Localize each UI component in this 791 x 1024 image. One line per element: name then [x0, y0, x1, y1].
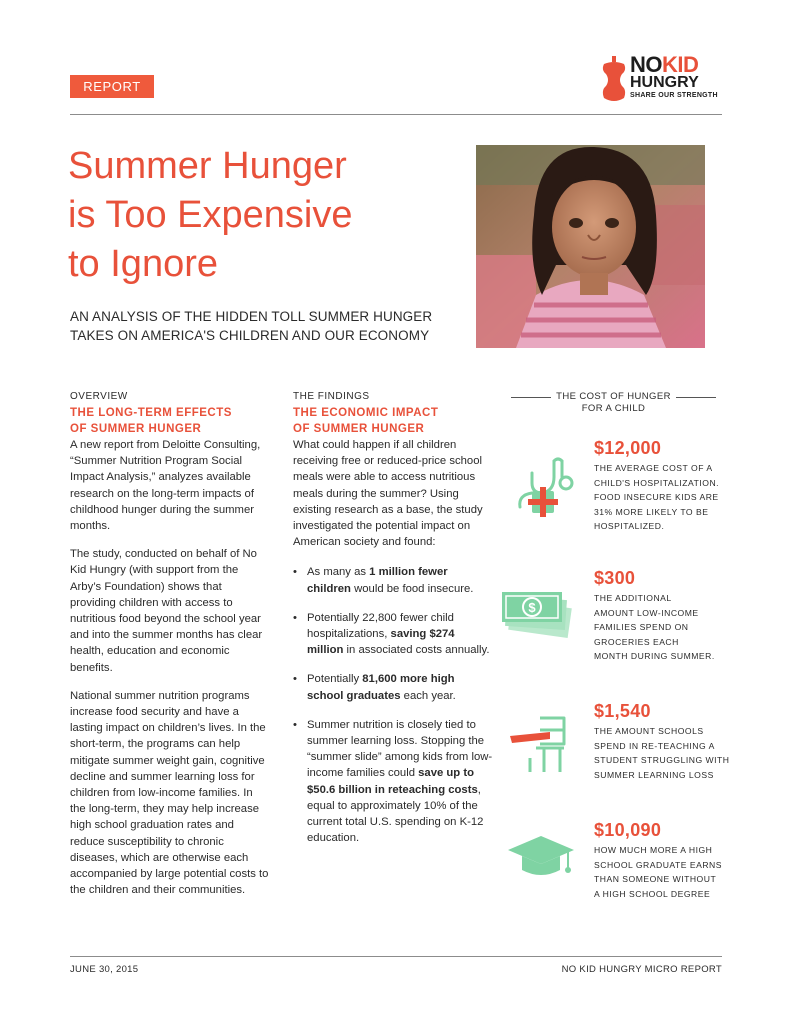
stat-amount: $10,090 [594, 820, 662, 840]
title-line: Summer Hunger [68, 145, 347, 187]
no-kid-hungry-logo [600, 54, 725, 109]
overview-heading: THE LONG-TERM EFFECTS OF SUMMER HUNGER [70, 407, 232, 435]
logo-tagline: SHARE OUR STRENGTH [630, 92, 718, 99]
overview-paragraph: National summer nutrition programs increase food security and have a lasting impact on children’s lives. In the short-term, the programs can help mitigate summer weight gain, cognitive decline and summer learning loss for children from low-income families. In the long-term, they may help increase high school graduation rates and reduce susceptibility to chronic diseases, which are otherwise each accompanied by large potential costs to the children and their communities. [70, 689, 269, 897]
findings-item: • As many as 1 million fewer children would be food insecure. [293, 564, 493, 596]
report-badge-label: REPORT [83, 79, 141, 94]
footer-divider [70, 956, 722, 957]
findings-item: • Potentially 81,600 more high school graduates each year. [293, 671, 493, 703]
findings-item: • Potentially 22,800 fewer child hospitalizations, saving $274 million in associated costs annually. [293, 610, 493, 659]
apple-core-icon [600, 56, 628, 106]
page-subtitle [70, 307, 460, 345]
overview-paragraph: The study, conducted on behalf of No Kid Hungry (with support from the Arby’s Foundation) shows that providing children with access to nutritious food beyond the school year and into the summer months has clear health, education and economic benefits. [70, 548, 263, 674]
title-line: is Too Expensive [68, 194, 353, 236]
logo-wordmark-bottom: HUNGRY [630, 74, 699, 91]
subtitle-line: AN ANALYSIS OF THE HIDDEN TOLL SUMMER HUNGER [70, 309, 433, 324]
subtitle-line: TAKES ON AMERICA'S CHILDREN AND OUR ECONOMY [70, 328, 430, 343]
stat-description: THE AMOUNT SCHOOLS SPEND IN RE-TEACHING A STUDENT STRUGGLING WITH SUMMER LEARNING LOSS [594, 726, 730, 780]
child-photo [476, 145, 705, 348]
svg-text:$: $ [528, 600, 536, 615]
header-divider [70, 114, 722, 115]
findings-list [293, 564, 493, 846]
page-title [68, 142, 468, 289]
findings-item: • Summer nutrition is closely tied to summer learning loss. Stopping the “summer slide” among kids from low-income families could save up to $50.6 billion in reteaching costs, equal to approximately 10% of the current total U.S. spending on K-12 education. [293, 717, 493, 847]
overview-label: OVERVIEW [70, 391, 128, 402]
school-desk-icon [506, 712, 572, 778]
cost-title: THE COST OF HUNGER FOR A CHILD [511, 391, 716, 415]
logo-wordmark-top: NOKID [630, 52, 699, 77]
stat-description: THE ADDITIONAL AMOUNT LOW-INCOME FAMILIES SPEND ON GROCERIES EACH MONTH DURING SUMMER. [594, 593, 715, 662]
graduation-cap-icon [506, 832, 576, 882]
overview-body [70, 437, 270, 910]
findings-label: THE FINDINGS [293, 391, 370, 402]
stat-amount: $12,000 [594, 438, 662, 458]
overview-paragraph: A new report from Deloitte Consulting, “Summer Nutrition Program Social Impact Analysis,” analyzes available research on the long-term impacts of childhood hunger during the summer months. [70, 439, 261, 533]
stat-amount: $1,540 [594, 701, 651, 721]
footer-report-name: NO KID HUNGRY MICRO REPORT [561, 964, 722, 975]
findings-intro: What could happen if all children receiving free or reduced-price school meals were able to access nutritious meals during the summer? Using existing research as a base, the study investigated the potential impact on American society and found: [293, 439, 483, 549]
stat-amount: $300 [594, 568, 636, 588]
stat-description: HOW MUCH MORE A HIGH SCHOOL GRADUATE EARNS THAN SOMEONE WITHOUT A HIGH SCHOOL DEGREE [594, 845, 722, 899]
findings-body [293, 437, 493, 859]
footer-date: JUNE 30, 2015 [70, 964, 139, 975]
money-icon [500, 588, 576, 644]
title-line: to Ignore [68, 243, 218, 285]
findings-heading: THE ECONOMIC IMPACT OF SUMMER HUNGER [293, 407, 439, 435]
stethoscope-icon [510, 455, 576, 517]
stat-description: THE AVERAGE COST OF A CHILD'S HOSPITALIZATION. FOOD INSECURE KIDS ARE 31% MORE LIKELY TO BE HOSPITALIZED. [594, 463, 720, 532]
report-badge [70, 75, 154, 98]
